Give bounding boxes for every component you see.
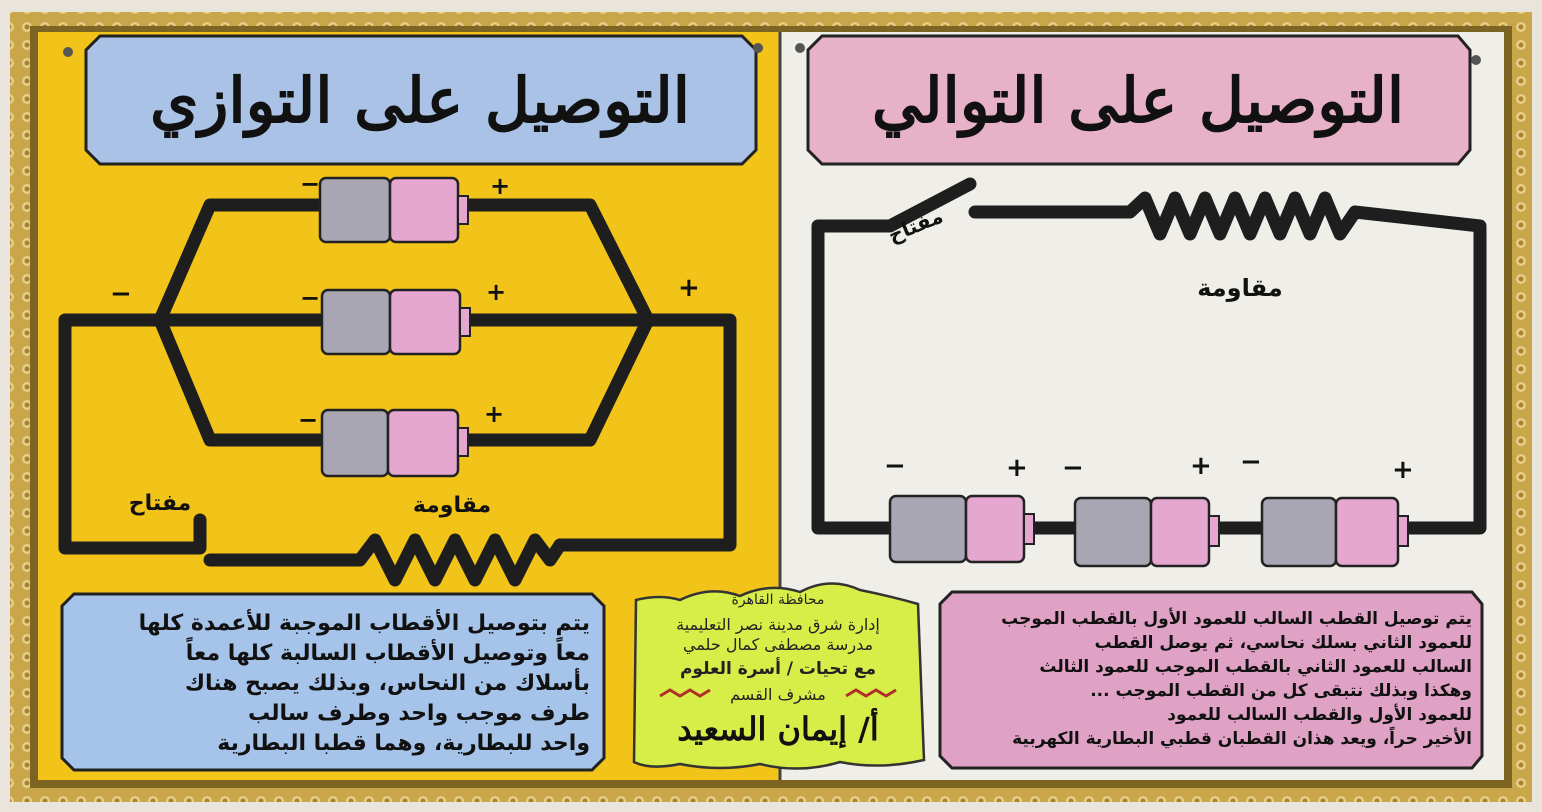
series-text-line-3: السالب للعمود الثاني بالقطب الموجب للعمود الثالث [1039, 657, 1472, 677]
parallel-minus-1: − [300, 170, 321, 198]
parallel-resistor-label: مقاومة [412, 493, 492, 518]
series-battery-1 [890, 496, 1034, 562]
credits-supervisor: مشرف القسم [730, 685, 826, 704]
series-switch-label: مفتاح [884, 203, 947, 248]
parallel-minus-2: − [300, 284, 321, 312]
parallel-plus-1: + [490, 172, 511, 200]
parallel-text-line-2: معاً وتوصيل الأقطاب السالبة كلها معاً [185, 641, 590, 666]
parallel-text-line-4: طرف موجب واحد وطرف سالب [247, 701, 590, 726]
credits-school: مدرسة مصطفى كمال حلمي [682, 635, 874, 654]
series-title: التوصيل على التوالي [871, 64, 1405, 137]
parallel-plus-2: + [486, 278, 507, 306]
parallel-title: التوصيل على التوازي [149, 64, 691, 137]
series-text-line-2: للعمود الثاني بسلك نحاسي، ثم يوصل القطب [1094, 633, 1472, 653]
series-battery-2 [1075, 498, 1219, 566]
credits-governorate: محافظة القاهرة [731, 592, 825, 608]
parallel-battery-2 [322, 290, 470, 354]
parallel-text-line-3: بأسلاك من النحاس، وبذلك يصبح هناك [184, 671, 590, 696]
parallel-switch-label: مفتاح [128, 491, 192, 516]
parallel-minus-3: − [298, 406, 319, 434]
series-resistor-label: مقاومة [1197, 274, 1283, 302]
parallel-text-line-5: واحد للبطارية، وهما قطبا البطارية [217, 731, 590, 756]
credits [676, 592, 880, 749]
series-text-line-5: للعمود الأول والقطب السالب للعمود [1167, 705, 1472, 725]
credits-name: أ/ إيمان السعيد [677, 710, 879, 748]
series-text-line-1: يتم توصيل القطب السالب للعمود الأول بالقطب الموجب [1001, 609, 1472, 629]
parallel-plus-terminal: + [678, 273, 700, 303]
parallel-minus-terminal: − [110, 279, 132, 309]
parallel-plus-3: + [484, 400, 505, 428]
series-plus-3: + [1392, 455, 1414, 485]
series-minus-1: − [884, 451, 906, 481]
series-battery-3 [1262, 498, 1408, 566]
series-minus-3: − [1240, 447, 1262, 477]
series-plus-2: + [1190, 451, 1212, 481]
series-text-line-4: ... وهكذا وبذلك نتبقى كل من القطب الموجب [1090, 681, 1472, 701]
series-minus-2: − [1062, 453, 1084, 483]
parallel-battery-1 [320, 178, 468, 242]
parallel-text-line-1: يتم بتوصيل الأقطاب الموجبة للأعمدة كلها [138, 611, 590, 636]
parallel-battery-3 [322, 410, 468, 476]
credits-greeting: مع تحيات / أسرة العلوم [679, 659, 877, 679]
credits-administration: إدارة شرق مدينة نصر التعليمية [676, 615, 880, 634]
series-plus-1: + [1006, 453, 1028, 483]
series-text-line-6: الأخير حراً، ويعد هذان القطبان قطبي البطارية الكهربية [1012, 729, 1472, 749]
